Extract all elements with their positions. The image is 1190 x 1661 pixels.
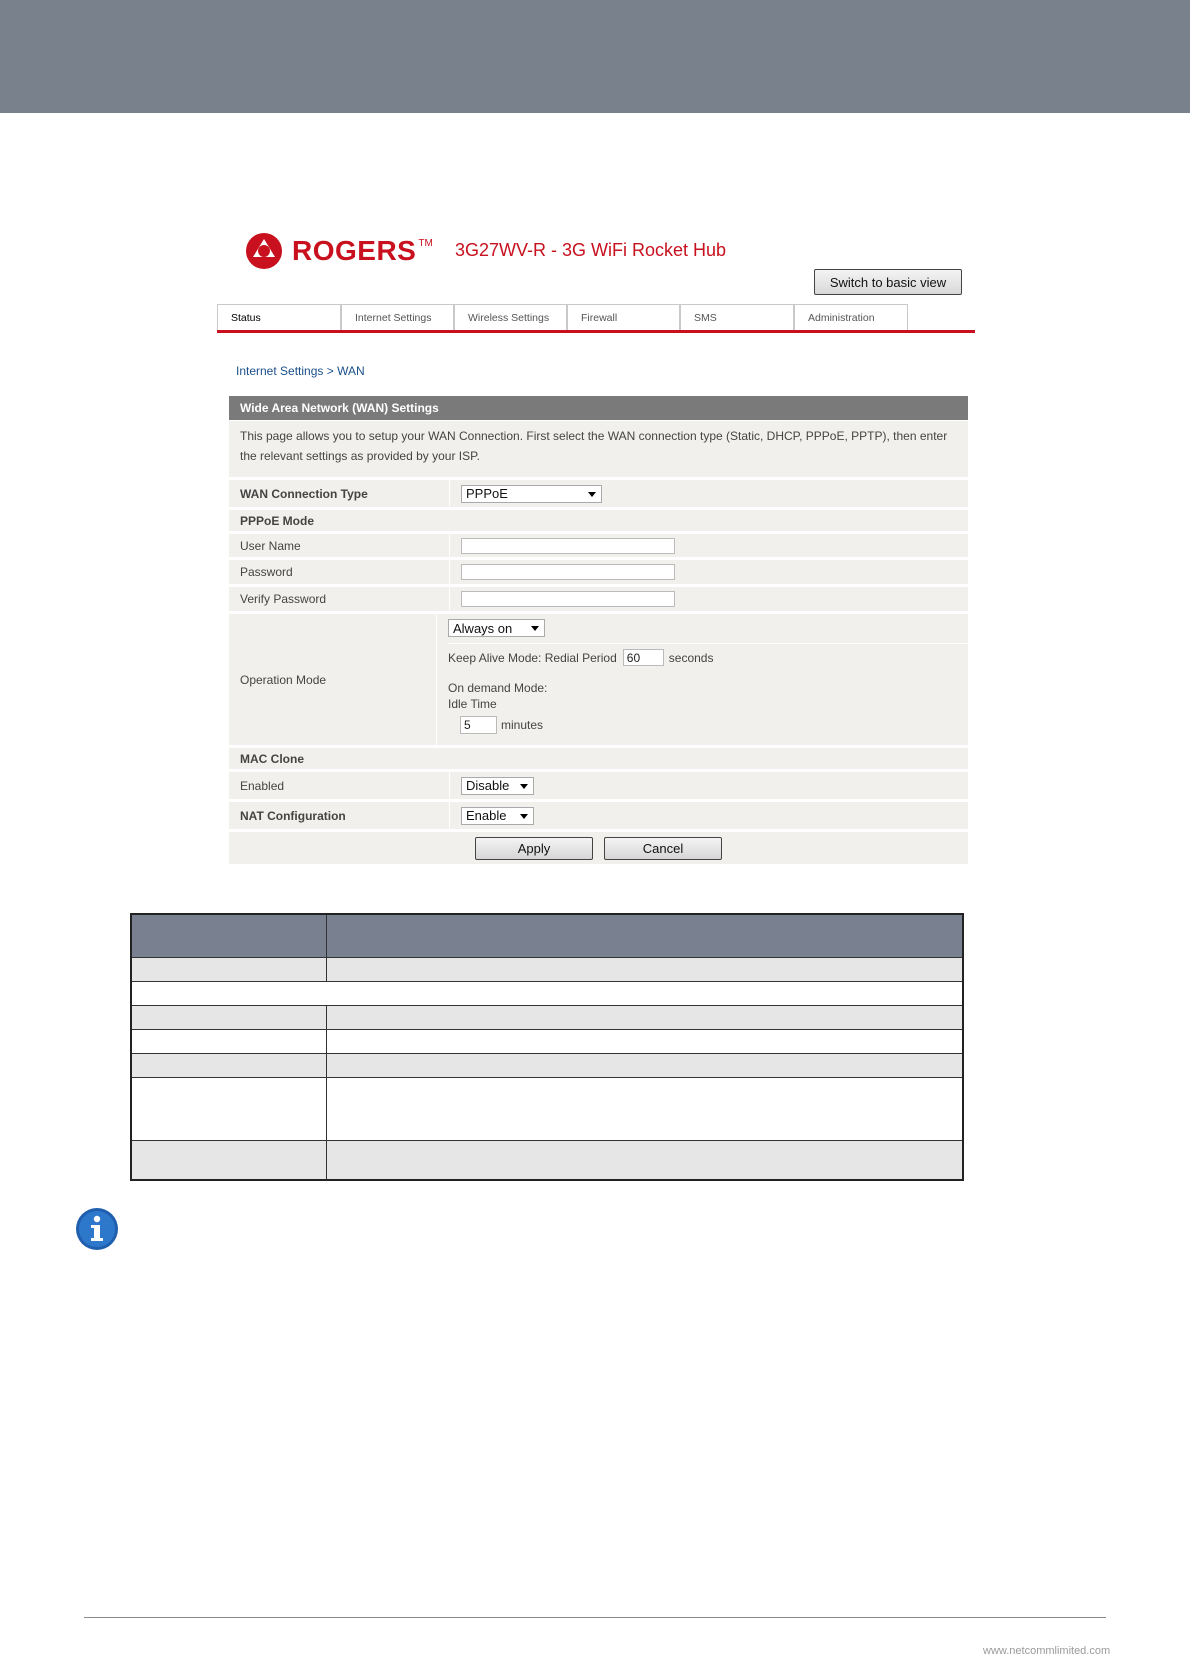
- chevron-down-icon: [588, 492, 596, 497]
- wan-settings-panel: [229, 396, 968, 864]
- table-row: [131, 1141, 963, 1181]
- operation-mode-row: [229, 614, 968, 745]
- wan-type-select[interactable]: [461, 485, 602, 503]
- mac-clone-section-label: MAC Clone: [240, 751, 304, 766]
- table-row: [131, 1006, 963, 1030]
- pppoe-section-label: PPPoE Mode: [240, 513, 315, 528]
- rogers-logo: [244, 229, 433, 273]
- nat-value: Enable: [466, 808, 507, 823]
- table-row: [131, 1078, 963, 1141]
- tab-sms[interactable]: SMS: [680, 304, 794, 330]
- chevron-down-icon: [531, 626, 539, 631]
- footer-url: www.netcommlimited.com: [983, 1645, 1111, 1657]
- tab-wireless-settings[interactable]: Wireless Settings: [454, 304, 567, 330]
- idle-time-label: Idle Time: [448, 697, 497, 711]
- rogers-logo-icon: [244, 231, 284, 271]
- nat-row: [229, 802, 968, 829]
- product-title: 3G27WV-R - 3G WiFi Rocket Hub: [455, 240, 727, 260]
- switch-to-basic-view-button[interactable]: Switch to basic view: [814, 269, 962, 295]
- pppoe-section-row: [229, 510, 968, 531]
- table-row: [131, 1030, 963, 1054]
- wan-type-row: [229, 480, 968, 507]
- info-icon: [75, 1207, 119, 1256]
- panel-description: This page allows you to setup your WAN Connection. First select the WAN connection type (Static, DHCP, PPPoE, PPTP), then enter the relevant settings as provided by your ISP.: [229, 421, 968, 477]
- mac-clone-section-row: [229, 748, 968, 769]
- mac-enabled-row: [229, 772, 968, 799]
- idle-time-input[interactable]: 5: [460, 716, 497, 734]
- form-actions-row: [229, 832, 968, 864]
- keepalive-label: Keep Alive Mode: Redial Period: [448, 650, 617, 665]
- mac-enabled-select[interactable]: [461, 777, 534, 795]
- chevron-down-icon: [520, 814, 528, 819]
- operation-mode-select[interactable]: [448, 619, 545, 637]
- tab-internet-settings[interactable]: Internet Settings: [341, 304, 454, 330]
- password-label: Password: [229, 560, 450, 584]
- keepalive-unit: seconds: [668, 650, 714, 665]
- brand-trademark: TM: [418, 237, 433, 249]
- main-nav-tabs: [217, 304, 975, 330]
- header-band: [0, 0, 1190, 113]
- on-demand-label: On demand Mode:: [448, 681, 548, 695]
- operation-mode-value: Always on: [453, 620, 513, 636]
- nav-underline: [217, 330, 975, 333]
- table-row: [131, 982, 963, 1006]
- verify-password-input[interactable]: [461, 591, 675, 607]
- panel-title: Wide Area Network (WAN) Settings: [229, 396, 968, 420]
- cancel-button[interactable]: Cancel: [604, 837, 722, 860]
- nat-select[interactable]: [461, 807, 534, 825]
- table-header-row: [131, 914, 963, 958]
- brand-name: ROGERS: [292, 235, 417, 266]
- table-row: [131, 958, 963, 982]
- operation-mode-label: Operation Mode: [229, 614, 437, 745]
- password-input[interactable]: [461, 564, 675, 580]
- tab-status[interactable]: Status: [217, 304, 341, 330]
- table-row: [131, 1054, 963, 1078]
- apply-button[interactable]: Apply: [475, 837, 593, 860]
- username-label: User Name: [229, 534, 450, 557]
- username-row: [229, 534, 968, 557]
- tab-administration[interactable]: Administration: [794, 304, 908, 330]
- tab-firewall[interactable]: Firewall: [567, 304, 680, 330]
- idle-time-unit: minutes: [501, 718, 544, 732]
- wan-type-label: WAN Connection Type: [229, 480, 450, 507]
- settings-description-table: [130, 913, 964, 1181]
- verify-password-label: Verify Password: [229, 587, 450, 611]
- password-row: [229, 560, 968, 584]
- footer-divider: [84, 1617, 1106, 1618]
- breadcrumb: Internet Settings > WAN: [236, 364, 365, 378]
- wan-type-value: PPPoE: [466, 486, 508, 501]
- chevron-down-icon: [520, 784, 528, 789]
- mac-enabled-value: Disable: [466, 778, 510, 793]
- mac-enabled-label: Enabled: [229, 772, 450, 799]
- redial-period-input[interactable]: 60: [623, 649, 664, 666]
- verify-password-row: [229, 587, 968, 611]
- username-input[interactable]: [461, 538, 675, 554]
- nat-label: NAT Configuration: [229, 802, 450, 829]
